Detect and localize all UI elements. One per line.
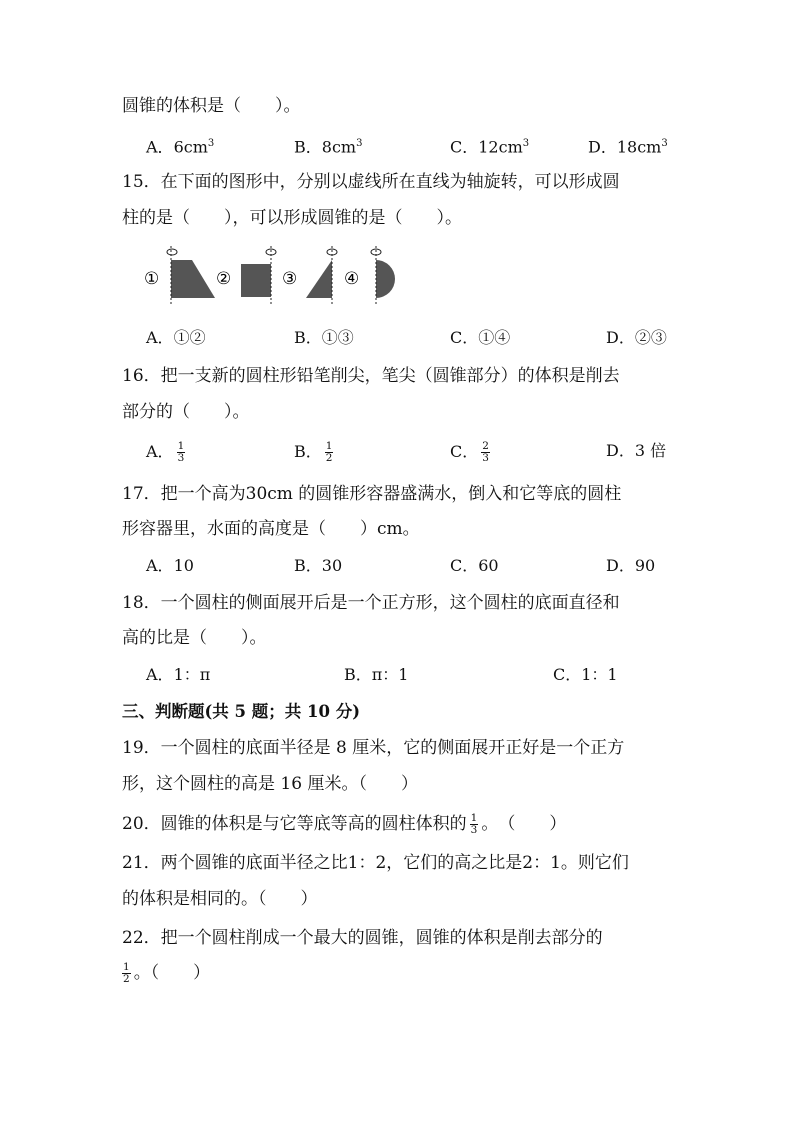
q14-option-c[interactable]: C．$12cm^3$ [450, 137, 530, 157]
q19-line2: 形，这个圆柱的高是 16 厘米。（ ） [122, 774, 418, 794]
q18-option-a[interactable]: A．1：π [146, 665, 211, 684]
q18-option-c[interactable]: C．1：1 [553, 665, 618, 684]
q21-line1: 21．两个圆锥的底面半径之比1：2，它们的高之比是2：1。则它们 [122, 853, 629, 873]
q15-shapes-figure [140, 240, 420, 306]
shape-label-3: ③ [282, 269, 298, 289]
shape-label-1: ① [144, 269, 160, 289]
q16-line2: 部分的（ ）。 [122, 402, 250, 422]
q22-line2: $\frac{1}{2}$ 。（ ） [123, 961, 211, 985]
shape-label-4: ④ [344, 269, 360, 289]
q20-line: 20．圆锥的体积是与它等底等高的圆柱体积的 $\frac{1}{3}$ 。 （ ） [122, 812, 567, 836]
q15-option-b[interactable]: B．①③ [294, 328, 354, 347]
fraction: $\frac{1}{3}$ [470, 812, 478, 836]
q15-option-c[interactable]: C．①④ [450, 328, 511, 347]
q14-option-b[interactable]: B．$8cm^3$ [294, 137, 363, 157]
q17-line1: 17．把一个高为30cm 的圆锥形容器盛满水，倒入和它等底的圆柱 [122, 484, 622, 504]
q14-option-d[interactable]: D．$18cm^3$ [588, 137, 668, 157]
q17-option-b[interactable]: B．30 [294, 556, 343, 575]
q17-line2: 形容器里，水面的高度是（ ）cm。 [122, 519, 420, 539]
q14-stem: 圆锥的体积是（ ）。 [122, 96, 301, 116]
q19-line1: 19．一个圆柱的底面半径是 8 厘米，它的侧面展开正好是一个正方 [122, 738, 625, 758]
q17-option-d[interactable]: D．90 [606, 556, 656, 575]
section-title: 三、判断题(共 5 题；共 10 分) [122, 702, 361, 721]
q14-option-a[interactable]: A．$6cm^3$ [146, 137, 215, 157]
fraction: $\frac{2}{3}$ [482, 440, 489, 464]
q21-line2: 的体积是相同的。（ ） [122, 889, 318, 909]
q17-option-a[interactable]: A．10 [146, 556, 194, 575]
q16-option-c[interactable]: C． $\frac{2}{3}$ [450, 440, 489, 464]
fraction: $\frac{1}{2}$ [123, 961, 130, 985]
q18-line1: 18．一个圆柱的侧面展开后是一个正方形，这个圆柱的底面直径和 [122, 593, 620, 613]
q22-line1: 22．把一个圆柱削成一个最大的圆锥，圆锥的体积是削去部分的 [122, 928, 603, 948]
q17-option-c[interactable]: C．60 [450, 556, 499, 575]
q16-line1: 16．把一支新的圆柱形铅笔削尖，笔尖（圆锥部分）的体积是削去 [122, 366, 620, 386]
rotation-arrow-icon-1 [167, 249, 177, 255]
q15-line1: 15．在下面的图形中，分别以虚线所在直线为轴旋转，可以形成圆 [122, 172, 620, 192]
q18-option-b[interactable]: B．π：1 [344, 665, 409, 684]
fraction: $\frac{1}{2}$ [325, 440, 333, 464]
fraction: $\frac{1}{3}$ [177, 440, 185, 464]
q15-option-d[interactable]: D．②③ [606, 328, 667, 347]
q16-option-a[interactable]: A． $\frac{1}{3}$ [146, 440, 185, 464]
q15-line2: 柱的是（ ），可以形成圆锥的是（ ）。 [122, 208, 462, 228]
q18-line2: 高的比是（ ）。 [122, 628, 267, 648]
trapezoid-shape [171, 260, 215, 298]
q15-option-a[interactable]: A．①② [146, 328, 206, 347]
q16-option-d[interactable]: D．3 倍 [606, 441, 667, 460]
triangle-shape [306, 260, 332, 298]
semicircle-shape [376, 260, 395, 298]
square-shape [241, 264, 271, 297]
q16-option-b[interactable]: B． $\frac{1}{2}$ [294, 440, 333, 464]
shape-label-2: ② [216, 269, 232, 289]
